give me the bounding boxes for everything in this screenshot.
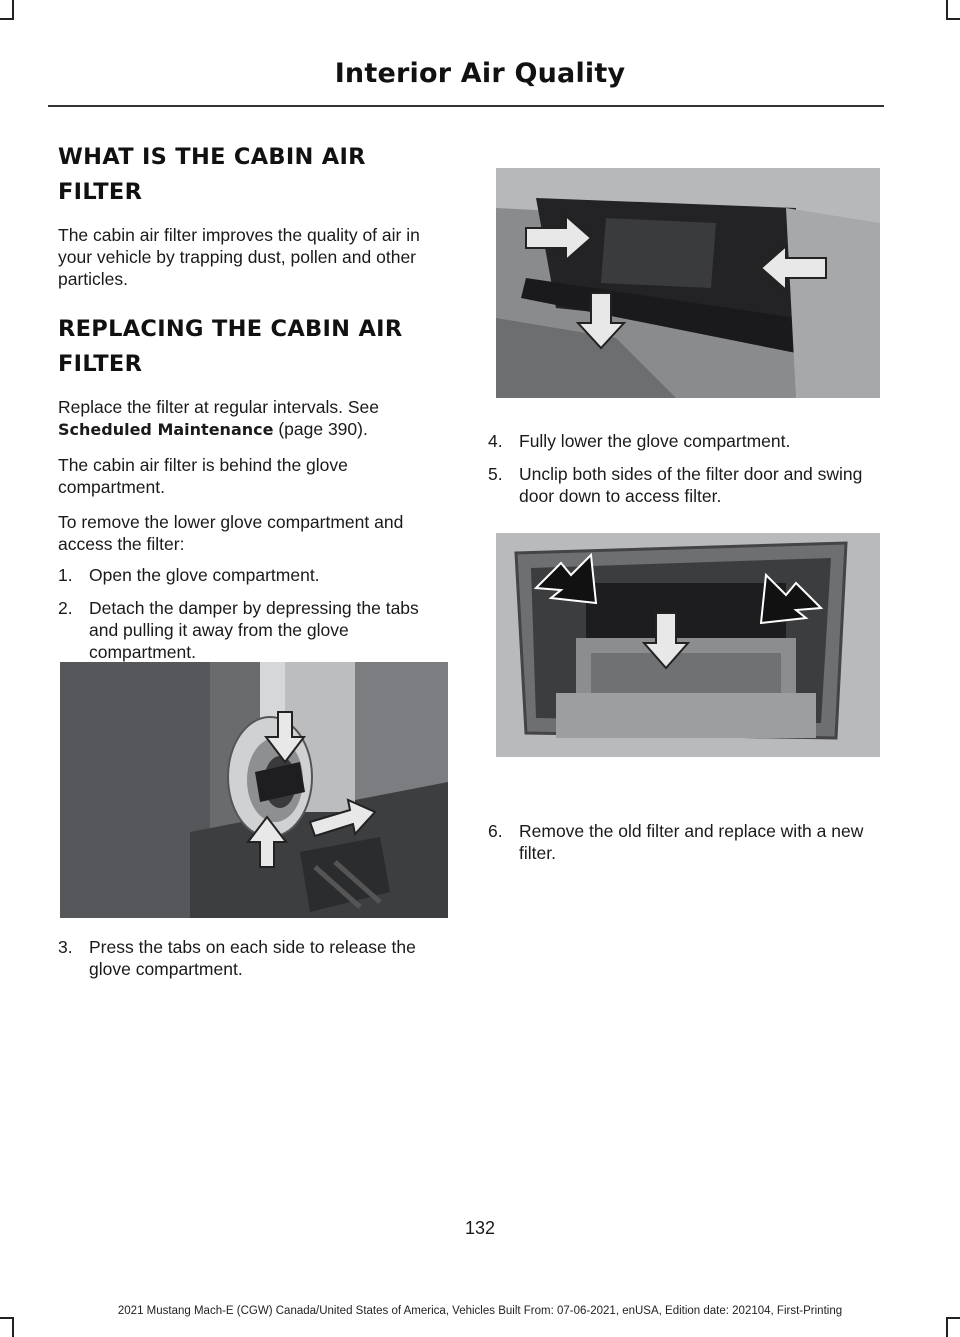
step-3-block xyxy=(58,936,450,991)
glove-compartment-illustration xyxy=(496,168,880,398)
step-text: Press the tabs on each side to release the glove compartment. xyxy=(89,937,416,979)
header-divider xyxy=(48,105,884,107)
right-column-steps-4-5 xyxy=(488,430,884,518)
removal-intro-paragraph: To remove the lower glove compartment and access the filter: xyxy=(58,512,404,554)
step-number: 2. xyxy=(58,598,73,618)
page-number: 132 xyxy=(464,1218,496,1238)
section-heading-what-is-filter xyxy=(58,140,450,210)
crop-mark xyxy=(12,1317,14,1337)
page-title: Interior Air Quality xyxy=(334,58,626,89)
steps-list-right xyxy=(488,430,884,507)
step-item xyxy=(58,936,450,980)
step-number: 1. xyxy=(58,565,73,585)
crop-mark xyxy=(946,18,960,20)
heading-line: FILTER xyxy=(58,351,143,377)
scheduled-maintenance-link[interactable]: Scheduled Maintenance xyxy=(58,420,274,439)
filter-location-paragraph: The cabin air filter is behind the glove compartment. xyxy=(58,455,348,497)
heading-line: REPLACING THE CABIN AIR xyxy=(58,316,403,342)
steps-list-right-lower xyxy=(488,820,884,864)
crop-mark xyxy=(946,1317,960,1319)
section-heading-replacing-filter xyxy=(58,312,450,382)
right-column-step-6 xyxy=(488,820,884,875)
footer-edition-info: 2021 Mustang Mach-E (CGW) Canada/United States of America, Vehicles Built From: 07-06-2021, enUSA, Edition date: 202104, First-Printing xyxy=(117,1305,843,1317)
steps-list-left xyxy=(58,564,450,663)
steps-list-left-lower xyxy=(58,936,450,980)
filter-door-illustration xyxy=(496,533,880,757)
crop-mark xyxy=(12,0,14,20)
damper-illustration xyxy=(60,662,448,918)
step-number: 5. xyxy=(488,464,503,484)
crop-mark xyxy=(946,0,948,20)
step-text: Detach the damper by depressing the tabs and pulling it away from the glove compartment. xyxy=(89,598,419,662)
step-text: Open the glove compartment. xyxy=(89,565,320,585)
crop-mark xyxy=(946,1317,948,1337)
filter-description: The cabin air filter improves the quality of air in your vehicle by trapping dust, pollen and other particles. xyxy=(58,225,420,289)
heading-line: FILTER xyxy=(58,179,143,205)
step-text: Remove the old filter and replace with a new filter. xyxy=(519,821,864,863)
crop-mark xyxy=(0,18,14,20)
step-item xyxy=(488,820,884,864)
replace-interval-paragraph xyxy=(58,396,450,441)
crop-mark xyxy=(0,1317,14,1319)
step-item xyxy=(488,430,884,452)
left-column xyxy=(58,140,450,674)
step-item xyxy=(58,597,450,663)
step-text: Unclip both sides of the filter door and swing door down to access filter. xyxy=(519,464,863,506)
step-number: 3. xyxy=(58,937,73,957)
step-item xyxy=(488,463,884,507)
paragraph-text: Replace the filter at regular intervals. See xyxy=(58,397,379,417)
step-number: 6. xyxy=(488,821,503,841)
step-text: Fully lower the glove compartment. xyxy=(519,431,791,451)
step-number: 4. xyxy=(488,431,503,451)
step-item xyxy=(58,564,450,586)
paragraph-text: (page 390). xyxy=(273,419,368,439)
heading-line: WHAT IS THE CABIN AIR xyxy=(58,144,366,170)
